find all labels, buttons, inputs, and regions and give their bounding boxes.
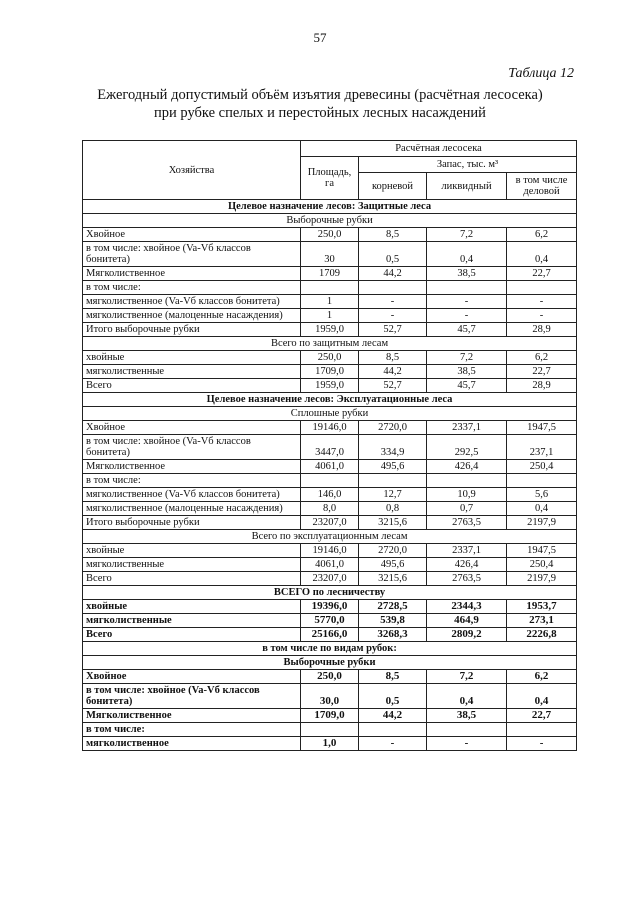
cell-area: 5770,0: [301, 614, 359, 628]
row-name: мягколиственное: [83, 737, 301, 751]
cell-business: 28,9: [507, 379, 577, 393]
row-name: Всего: [83, 572, 301, 586]
table-row: [83, 267, 577, 281]
row-name: хвойные: [83, 544, 301, 558]
row-name: Итого выборочные рубки: [83, 516, 301, 530]
header-business: в том числе деловой: [507, 173, 577, 200]
cell-liquid: -: [427, 737, 507, 751]
cell-root: 52,7: [359, 379, 427, 393]
cell-business: 28,9: [507, 323, 577, 337]
cell-liquid: 38,5: [427, 267, 507, 281]
row-name: в том числе: хвойное (Va-Vб классов бонитета): [83, 242, 301, 267]
cell-liquid: 426,4: [427, 558, 507, 572]
table-row: [83, 323, 577, 337]
cell-business: 250,4: [507, 558, 577, 572]
cell-area: 250,0: [301, 670, 359, 684]
cell-business: 6,2: [507, 228, 577, 242]
cell-liquid: 7,2: [427, 228, 507, 242]
cell-area: 1959,0: [301, 379, 359, 393]
cell-business: -: [507, 309, 577, 323]
cell-root: 8,5: [359, 228, 427, 242]
cell-area: 1709: [301, 267, 359, 281]
table-row: [83, 474, 577, 488]
cell-business: 2197,9: [507, 572, 577, 586]
cell-area: 1,0: [301, 737, 359, 751]
row-name: мягколиственное (Va-Vб классов бонитета): [83, 488, 301, 502]
row-name: мягколиственное (малоценные насаждения): [83, 309, 301, 323]
cell-area: 8,0: [301, 502, 359, 516]
title-line-1: Ежегодный допустимый объём изъятия древесины (расчётная лесосека): [97, 87, 543, 103]
row-name: в том числе: хвойное (Va-Vб классов бонитета): [83, 684, 301, 709]
cell-area: 146,0: [301, 488, 359, 502]
cutting-volume-table: [82, 140, 577, 751]
cell-root: 2728,5: [359, 600, 427, 614]
title-line-2: при рубке спелых и перестойных лесных насаждений: [154, 105, 486, 121]
cell-area: [301, 281, 359, 295]
row-name: Мягколиственное: [83, 460, 301, 474]
cell-area: 19146,0: [301, 544, 359, 558]
subsection-title: Выборочные рубки: [83, 656, 577, 670]
table-row: [83, 242, 577, 267]
cell-business: -: [507, 737, 577, 751]
cell-business: [507, 723, 577, 737]
table-container: [82, 140, 576, 751]
row-name: Мягколиственное: [83, 709, 301, 723]
row-name: Всего: [83, 628, 301, 642]
cell-root: 8,5: [359, 351, 427, 365]
section-title: ВСЕГО по лесничеству: [83, 586, 577, 600]
table-row: [83, 351, 577, 365]
cell-root: 3268,3: [359, 628, 427, 642]
cell-liquid: 2763,5: [427, 516, 507, 530]
cell-root: 44,2: [359, 709, 427, 723]
table-row: [83, 365, 577, 379]
header-liquid: ликвидный: [427, 173, 507, 200]
subsection-title: Всего по защитным лесам: [83, 337, 577, 351]
cell-liquid: 38,5: [427, 365, 507, 379]
cell-root: 44,2: [359, 365, 427, 379]
cell-root: 334,9: [359, 435, 427, 460]
cell-liquid: 45,7: [427, 323, 507, 337]
cell-area: 30,0: [301, 684, 359, 709]
cell-area: 1709,0: [301, 709, 359, 723]
cell-area: [301, 723, 359, 737]
table-row: [83, 600, 577, 614]
cell-business: [507, 281, 577, 295]
cell-area: 4061,0: [301, 460, 359, 474]
cell-liquid: 2763,5: [427, 572, 507, 586]
cell-area: 25166,0: [301, 628, 359, 642]
cell-liquid: 7,2: [427, 670, 507, 684]
cell-business: -: [507, 295, 577, 309]
table-row: [83, 309, 577, 323]
cell-liquid: 10,9: [427, 488, 507, 502]
row-name: мягколиственные: [83, 558, 301, 572]
section-title: в том числе по видам рубок:: [83, 642, 577, 656]
cell-business: 6,2: [507, 351, 577, 365]
cell-root: 539,8: [359, 614, 427, 628]
table-row: [83, 488, 577, 502]
cell-business: 0,4: [507, 684, 577, 709]
cell-liquid: 464,9: [427, 614, 507, 628]
subsection-title: Сплошные рубки: [83, 407, 577, 421]
cell-liquid: 426,4: [427, 460, 507, 474]
table-row: [83, 572, 577, 586]
cell-liquid: -: [427, 295, 507, 309]
cell-root: 8,5: [359, 670, 427, 684]
cell-business: 0,4: [507, 502, 577, 516]
cell-liquid: 2337,1: [427, 544, 507, 558]
header-root: корневой: [359, 173, 427, 200]
row-name: в том числе:: [83, 474, 301, 488]
cell-root: 495,6: [359, 558, 427, 572]
cell-root: 52,7: [359, 323, 427, 337]
table-row: [83, 228, 577, 242]
cell-liquid: 7,2: [427, 351, 507, 365]
row-name: хвойные: [83, 351, 301, 365]
table-row: [83, 421, 577, 435]
cell-root: 12,7: [359, 488, 427, 502]
cell-business: 1947,5: [507, 544, 577, 558]
cell-root: 495,6: [359, 460, 427, 474]
cell-liquid: 292,5: [427, 435, 507, 460]
cell-root: [359, 723, 427, 737]
section-title: Целевое назначение лесов: Защитные леса: [83, 200, 577, 214]
cell-liquid: 2809,2: [427, 628, 507, 642]
table-row: [83, 435, 577, 460]
cell-business: 22,7: [507, 365, 577, 379]
cell-area: 1959,0: [301, 323, 359, 337]
cell-business: 22,7: [507, 709, 577, 723]
table-row: [83, 544, 577, 558]
row-name: мягколиственное (Va-Vб классов бонитета): [83, 295, 301, 309]
table-row: [83, 295, 577, 309]
row-name: хвойные: [83, 600, 301, 614]
header-farms: Хозяйства: [83, 141, 301, 200]
cell-root: 44,2: [359, 267, 427, 281]
cell-area: [301, 474, 359, 488]
table-row: [83, 684, 577, 709]
cell-liquid: [427, 723, 507, 737]
cell-liquid: 45,7: [427, 379, 507, 393]
header-stock: Запас, тыс. м³: [359, 157, 577, 173]
table-row: [83, 516, 577, 530]
cell-liquid: [427, 474, 507, 488]
cell-liquid: 2337,1: [427, 421, 507, 435]
row-name: Хвойное: [83, 421, 301, 435]
cell-business: 237,1: [507, 435, 577, 460]
cell-area: 1: [301, 309, 359, 323]
row-name: Мягколиственное: [83, 267, 301, 281]
cell-liquid: 0,4: [427, 242, 507, 267]
table-row: [83, 709, 577, 723]
row-name: в том числе: хвойное (Va-Vб классов бонитета): [83, 435, 301, 460]
cell-root: 2720,0: [359, 544, 427, 558]
row-name: мягколиственные: [83, 614, 301, 628]
table-row: [83, 281, 577, 295]
table-label: Таблица 12: [508, 66, 574, 81]
table-row: [83, 558, 577, 572]
row-name: Всего: [83, 379, 301, 393]
cell-root: 2720,0: [359, 421, 427, 435]
cell-liquid: 2344,3: [427, 600, 507, 614]
cell-area: 19396,0: [301, 600, 359, 614]
header-area: Площадь, га: [301, 157, 359, 200]
table-row: [83, 460, 577, 474]
cell-business: 1953,7: [507, 600, 577, 614]
cell-area: 3447,0: [301, 435, 359, 460]
cell-area: 19146,0: [301, 421, 359, 435]
cell-business: 5,6: [507, 488, 577, 502]
cell-liquid: -: [427, 309, 507, 323]
cell-root: -: [359, 295, 427, 309]
cell-root: 3215,6: [359, 516, 427, 530]
cell-business: 2197,9: [507, 516, 577, 530]
cell-business: 0,4: [507, 242, 577, 267]
row-name: Хвойное: [83, 228, 301, 242]
row-name: мягколиственное (малоценные насаждения): [83, 502, 301, 516]
subsection-title: Выборочные рубки: [83, 214, 577, 228]
cell-area: 4061,0: [301, 558, 359, 572]
cell-root: 3215,6: [359, 572, 427, 586]
cell-area: 1: [301, 295, 359, 309]
table-row: [83, 670, 577, 684]
page-number: 57: [313, 30, 327, 45]
cell-area: 23207,0: [301, 516, 359, 530]
document-title: [60, 86, 580, 122]
table-row: [83, 737, 577, 751]
cell-area: 30: [301, 242, 359, 267]
header-calc-cut: Расчётная лесосека: [301, 141, 577, 157]
cell-root: [359, 474, 427, 488]
cell-business: 22,7: [507, 267, 577, 281]
cell-business: 6,2: [507, 670, 577, 684]
row-name: мягколиственные: [83, 365, 301, 379]
section-title: Целевое назначение лесов: Эксплуатационные леса: [83, 393, 577, 407]
cell-business: [507, 474, 577, 488]
cell-liquid: 38,5: [427, 709, 507, 723]
cell-root: 0,5: [359, 242, 427, 267]
cell-root: [359, 281, 427, 295]
cell-root: 0,8: [359, 502, 427, 516]
subsection-title: Всего по эксплуатационным лесам: [83, 530, 577, 544]
cell-business: 250,4: [507, 460, 577, 474]
cell-root: -: [359, 737, 427, 751]
cell-business: 1947,5: [507, 421, 577, 435]
cell-root: -: [359, 309, 427, 323]
cell-business: 273,1: [507, 614, 577, 628]
row-name: Итого выборочные рубки: [83, 323, 301, 337]
row-name: Хвойное: [83, 670, 301, 684]
cell-liquid: 0,7: [427, 502, 507, 516]
table-row: [83, 628, 577, 642]
table-row: [83, 614, 577, 628]
cell-liquid: 0,4: [427, 684, 507, 709]
table-row: [83, 379, 577, 393]
cell-business: 2226,8: [507, 628, 577, 642]
cell-liquid: [427, 281, 507, 295]
table-row: [83, 723, 577, 737]
cell-root: 0,5: [359, 684, 427, 709]
cell-area: 250,0: [301, 228, 359, 242]
table-row: [83, 502, 577, 516]
row-name: в том числе:: [83, 723, 301, 737]
row-name: в том числе:: [83, 281, 301, 295]
cell-area: 1709,0: [301, 365, 359, 379]
cell-area: 23207,0: [301, 572, 359, 586]
cell-area: 250,0: [301, 351, 359, 365]
